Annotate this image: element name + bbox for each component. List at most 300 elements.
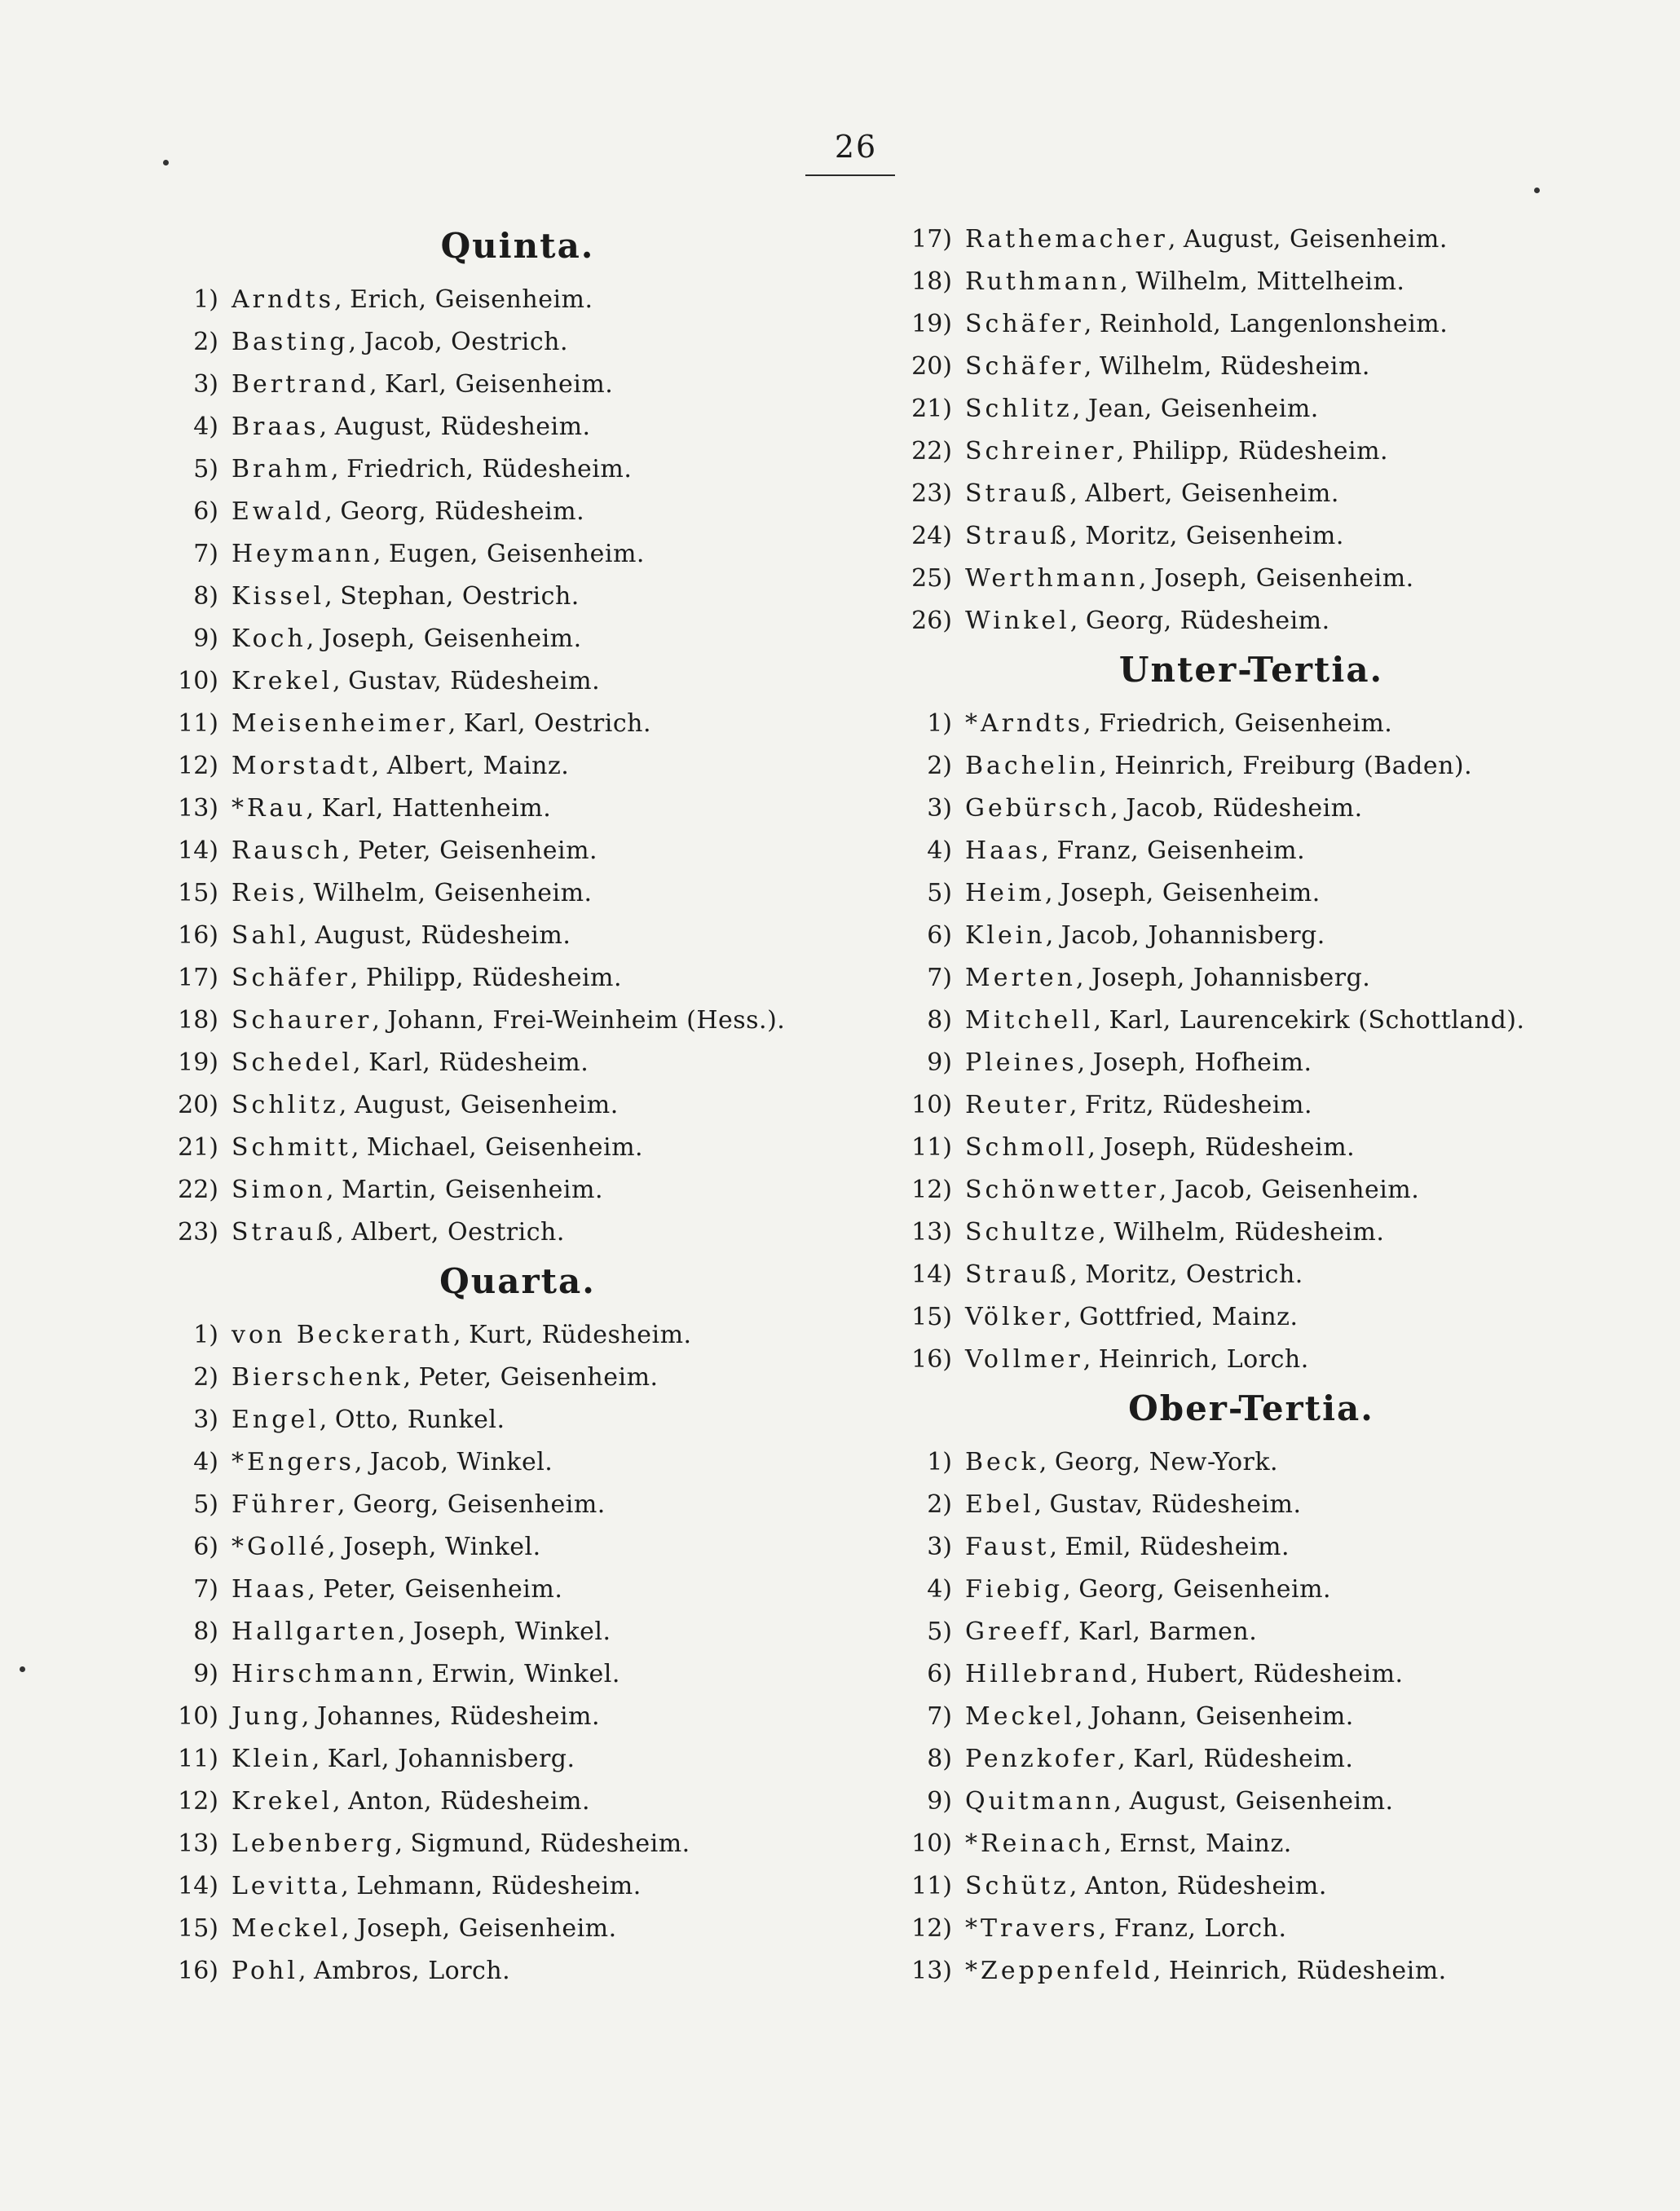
student-details: Joseph, Geisenheim. xyxy=(321,624,582,653)
student-details: Anton, Rüdesheim. xyxy=(348,1787,591,1816)
student-details: Wilhelm, Geisenheim. xyxy=(313,879,593,907)
student-surname: Führer xyxy=(231,1490,337,1519)
class-section xyxy=(147,1257,889,1993)
student-entry xyxy=(880,346,1622,388)
student-entry xyxy=(147,1399,889,1441)
student-entry xyxy=(147,1950,889,1993)
entry-number: 11) xyxy=(178,1745,218,1773)
separator: , xyxy=(348,328,364,356)
student-details: Georg, Geisenheim. xyxy=(352,1490,606,1519)
class-section xyxy=(880,1384,1622,1993)
student-details: Wilhelm, Mittelheim. xyxy=(1135,267,1405,296)
student-details: Peter, Geisenheim. xyxy=(418,1363,659,1392)
student-entry xyxy=(147,1127,889,1169)
student-details: Sigmund, Rüdesheim. xyxy=(410,1829,690,1858)
student-entry xyxy=(147,872,889,915)
separator: , xyxy=(337,1490,353,1519)
student-details: Emil, Rüdesheim. xyxy=(1065,1533,1290,1561)
entry-number: 9) xyxy=(927,1048,952,1077)
student-details: Joseph, Rüdesheim. xyxy=(1103,1133,1356,1162)
entry-number: 2) xyxy=(927,1490,952,1519)
student-surname: Haas xyxy=(965,836,1042,865)
student-details: Joseph, Geisenheim. xyxy=(1153,564,1414,593)
student-entry xyxy=(880,1738,1622,1781)
entry-number: 10) xyxy=(911,1091,952,1119)
entry-number: 8) xyxy=(193,582,218,611)
student-details: Lehmann, Rüdesheim. xyxy=(356,1872,642,1900)
student-entry xyxy=(880,703,1622,745)
separator: , xyxy=(301,1702,317,1731)
student-entry xyxy=(147,788,889,830)
entry-number: 7) xyxy=(193,1575,218,1604)
student-details: Ernst, Mainz. xyxy=(1119,1829,1292,1858)
student-entry xyxy=(880,1000,1622,1042)
student-entry xyxy=(880,388,1622,430)
student-details: Karl, Barmen. xyxy=(1078,1617,1258,1646)
student-entry xyxy=(880,745,1622,788)
student-surname: *Zeppenfeld xyxy=(965,1957,1153,1985)
student-entry xyxy=(147,1484,889,1526)
entry-number: 1) xyxy=(927,709,952,738)
student-entry xyxy=(880,430,1622,473)
separator: , xyxy=(373,540,389,568)
student-surname: Strauß xyxy=(965,479,1070,508)
student-surname: Hallgarten xyxy=(231,1617,398,1646)
student-surname: Klein xyxy=(965,921,1046,950)
student-surname: Strauß xyxy=(231,1218,337,1247)
student-details: Karl, Rüdesheim. xyxy=(368,1048,589,1077)
entry-number: 8) xyxy=(927,1745,952,1773)
entry-number: 5) xyxy=(193,1490,218,1519)
student-surname: Brahm xyxy=(231,455,332,483)
student-entry xyxy=(880,957,1622,1000)
student-details: Jacob, Rüdesheim. xyxy=(1126,794,1363,823)
student-details: Moritz, Oestrich. xyxy=(1085,1260,1303,1289)
student-details: Jacob, Johannisberg. xyxy=(1060,921,1325,950)
student-entry xyxy=(880,218,1622,261)
entry-number: 18) xyxy=(178,1006,218,1035)
page-number: 26 xyxy=(834,129,878,165)
separator: , xyxy=(1069,522,1086,550)
student-surname: Lebenberg xyxy=(231,1829,395,1858)
student-surname: Penzkofer xyxy=(965,1745,1118,1773)
entry-number: 7) xyxy=(927,964,952,992)
student-entry xyxy=(880,1441,1622,1484)
entry-number: 13) xyxy=(911,1218,952,1247)
student-details: Karl, Oestrich. xyxy=(463,709,652,738)
student-surname: Greeff xyxy=(965,1617,1064,1646)
separator: , xyxy=(1072,395,1088,423)
entry-number: 20) xyxy=(911,352,952,381)
entry-number: 1) xyxy=(193,285,218,314)
student-details: Karl, Rüdesheim. xyxy=(1133,1745,1354,1773)
student-entry xyxy=(147,1526,889,1569)
student-surname: Kissel xyxy=(231,582,325,611)
student-details: August, Rüdesheim. xyxy=(315,921,571,950)
section-heading: Ober-Tertia. xyxy=(1128,1388,1374,1428)
student-surname: Schlitz xyxy=(965,395,1073,423)
student-surname: Schaurer xyxy=(231,1006,373,1035)
entry-number: 16) xyxy=(178,1957,218,1985)
student-entry xyxy=(147,1781,889,1823)
student-entry xyxy=(880,558,1622,600)
separator: , xyxy=(307,1575,324,1604)
student-surname: Simon xyxy=(231,1176,326,1204)
separator: , xyxy=(1083,709,1100,738)
student-surname: Mitchell xyxy=(965,1006,1094,1035)
entry-number: 10) xyxy=(178,1702,218,1731)
entry-number: 6) xyxy=(193,497,218,526)
student-entry xyxy=(880,1127,1622,1169)
entry-number: 11) xyxy=(911,1872,952,1900)
separator: , xyxy=(1069,1091,1085,1119)
separator: , xyxy=(1083,1345,1099,1374)
student-surname: Schedel xyxy=(231,1048,353,1077)
student-surname: Rausch xyxy=(231,836,343,865)
student-details: Martin, Geisenheim. xyxy=(342,1176,603,1204)
separator: , xyxy=(1069,1872,1085,1900)
entry-number: 12) xyxy=(911,1176,952,1204)
entry-number: 25) xyxy=(911,564,952,593)
student-entry xyxy=(880,261,1622,303)
entry-number: 17) xyxy=(178,964,218,992)
student-entry xyxy=(880,915,1622,957)
separator: , xyxy=(1120,267,1136,296)
separator: , xyxy=(319,413,335,441)
separator: , xyxy=(416,1660,432,1688)
entry-number: 2) xyxy=(193,1363,218,1392)
student-surname: Schönwetter xyxy=(965,1176,1159,1204)
student-entry xyxy=(880,1823,1622,1865)
student-surname: Vollmer xyxy=(965,1345,1083,1374)
column-right xyxy=(880,218,1622,1993)
separator: , xyxy=(354,1448,370,1476)
student-entry xyxy=(147,1569,889,1611)
separator: , xyxy=(1130,1660,1146,1688)
separator: , xyxy=(1069,1260,1086,1289)
separator: , xyxy=(1099,752,1115,780)
separator: , xyxy=(1138,564,1154,593)
entry-number: 14) xyxy=(178,1872,218,1900)
student-surname: Schreiner xyxy=(965,437,1117,466)
separator: , xyxy=(403,1363,419,1392)
student-entry xyxy=(880,830,1622,872)
entry-number: 5) xyxy=(193,455,218,483)
separator: , xyxy=(1118,1745,1134,1773)
entry-number: 15) xyxy=(178,879,218,907)
separator: , xyxy=(1038,1448,1055,1476)
separator: , xyxy=(333,667,349,695)
entry-number: 22) xyxy=(178,1176,218,1204)
student-surname: Bierschenk xyxy=(231,1363,403,1392)
student-entry xyxy=(147,1441,889,1484)
student-surname: Koch xyxy=(231,624,306,653)
student-details: August, Geisenheim. xyxy=(1183,225,1448,254)
student-surname: Schlitz xyxy=(231,1091,339,1119)
entry-number: 1) xyxy=(927,1448,952,1476)
student-entry xyxy=(147,1000,889,1042)
entry-number: 22) xyxy=(911,437,952,466)
student-details: Jacob, Winkel. xyxy=(370,1448,553,1476)
student-surname: *Travers xyxy=(965,1914,1099,1943)
student-entry xyxy=(880,1696,1622,1738)
separator: , xyxy=(352,1048,369,1077)
entry-number: 6) xyxy=(927,921,952,950)
student-surname: Winkel xyxy=(965,607,1070,635)
separator: , xyxy=(306,624,322,653)
separator: , xyxy=(1045,921,1061,950)
entry-number: 23) xyxy=(178,1218,218,1247)
student-details: Wilhelm, Rüdesheim. xyxy=(1099,352,1370,381)
student-details: August, Geisenheim. xyxy=(1129,1787,1394,1816)
student-entry xyxy=(147,406,889,448)
separator: , xyxy=(1075,964,1092,992)
student-surname: Engel xyxy=(231,1406,320,1434)
student-details: Friedrich, Geisenheim. xyxy=(1099,709,1393,738)
student-entry xyxy=(147,1211,889,1254)
separator: , xyxy=(324,497,341,526)
entry-number: 10) xyxy=(911,1829,952,1858)
student-details: Gustav, Rüdesheim. xyxy=(1049,1490,1302,1519)
entry-number: 21) xyxy=(911,395,952,423)
separator: , xyxy=(1167,225,1184,254)
separator: , xyxy=(1077,1048,1093,1077)
student-surname: Krekel xyxy=(231,1787,333,1816)
student-entry xyxy=(147,1357,889,1399)
entry-number: 12) xyxy=(178,752,218,780)
separator: , xyxy=(338,1091,355,1119)
student-surname: Heim xyxy=(965,879,1045,907)
student-details: Peter, Geisenheim. xyxy=(323,1575,563,1604)
separator: , xyxy=(1034,1490,1050,1519)
class-section xyxy=(880,218,1622,642)
student-entry xyxy=(147,618,889,660)
student-surname: Haas xyxy=(231,1575,308,1604)
student-surname: Faust xyxy=(965,1533,1050,1561)
separator: , xyxy=(1153,1957,1169,1985)
separator: , xyxy=(331,455,347,483)
student-surname: Quitmann xyxy=(965,1787,1114,1816)
student-details: Erich, Geisenheim. xyxy=(350,285,593,314)
student-surname: Hillebrand xyxy=(965,1660,1131,1688)
student-details: Joseph, Hofheim. xyxy=(1092,1048,1312,1077)
separator: , xyxy=(1083,310,1100,338)
student-details: Jacob, Oestrich. xyxy=(364,328,569,356)
student-surname: Reuter xyxy=(965,1091,1069,1119)
student-details: Anton, Rüdesheim. xyxy=(1084,1872,1327,1900)
entry-number: 19) xyxy=(911,310,952,338)
student-surname: Strauß xyxy=(965,522,1070,550)
student-surname: Gebürsch xyxy=(965,794,1111,823)
student-entry xyxy=(147,279,889,321)
separator: , xyxy=(1044,879,1061,907)
separator: , xyxy=(351,1133,367,1162)
student-surname: Schmoll xyxy=(965,1133,1088,1162)
separator: , xyxy=(327,1533,344,1561)
entry-number: 10) xyxy=(178,667,218,695)
student-surname: Braas xyxy=(231,413,320,441)
student-entry xyxy=(147,1084,889,1127)
separator: , xyxy=(1041,836,1057,865)
entry-number: 14) xyxy=(178,836,218,865)
separator: , xyxy=(1113,1787,1130,1816)
student-surname: Reis xyxy=(231,879,298,907)
student-details: Georg, New-York. xyxy=(1054,1448,1279,1476)
entry-number: 3) xyxy=(193,370,218,399)
student-surname: Pohl xyxy=(231,1957,298,1985)
separator: , xyxy=(397,1617,413,1646)
separator: , xyxy=(1049,1533,1065,1561)
entry-number: 4) xyxy=(193,413,218,441)
student-entry xyxy=(880,1781,1622,1823)
student-entry xyxy=(147,830,889,872)
student-surname: Bachelin xyxy=(965,752,1100,780)
student-details: Jacob, Geisenheim. xyxy=(1174,1176,1420,1204)
speck xyxy=(20,1666,25,1672)
separator: , xyxy=(1069,479,1086,508)
student-entry xyxy=(880,1484,1622,1526)
student-details: Karl, Johannisberg. xyxy=(327,1745,575,1773)
student-details: Gottfried, Mainz. xyxy=(1078,1303,1299,1331)
student-surname: Werthmann xyxy=(965,564,1139,593)
student-entry xyxy=(880,1908,1622,1950)
student-details: Erwin, Winkel. xyxy=(431,1660,620,1688)
student-entry xyxy=(147,533,889,576)
student-surname: Schäfer xyxy=(965,310,1084,338)
entry-number: 12) xyxy=(911,1914,952,1943)
separator: , xyxy=(336,1218,352,1247)
student-entry xyxy=(880,872,1622,915)
student-details: Kurt, Rüdesheim. xyxy=(469,1321,692,1349)
student-entry xyxy=(880,1950,1622,1993)
student-details: Franz, Geisenheim. xyxy=(1056,836,1306,865)
student-surname: *Rau xyxy=(231,794,306,823)
student-entry xyxy=(880,1339,1622,1381)
entry-number: 18) xyxy=(911,267,952,296)
student-surname: Schultze xyxy=(965,1218,1099,1247)
student-details: August, Rüdesheim. xyxy=(334,413,591,441)
entry-number: 12) xyxy=(178,1787,218,1816)
student-entry xyxy=(147,1738,889,1781)
student-entry xyxy=(147,1653,889,1696)
student-details: Jean, Geisenheim. xyxy=(1087,395,1319,423)
entry-number: 3) xyxy=(927,794,952,823)
section-heading: Quinta. xyxy=(440,226,595,266)
separator: , xyxy=(448,709,464,738)
entry-number: 17) xyxy=(911,225,952,254)
student-details: Hubert, Rüdesheim. xyxy=(1145,1660,1404,1688)
student-surname: Sahl xyxy=(231,921,300,950)
student-surname: Heymann xyxy=(231,540,373,568)
separator: , xyxy=(333,1787,349,1816)
separator: , xyxy=(1110,794,1127,823)
separator: , xyxy=(1083,352,1100,381)
class-section xyxy=(880,646,1622,1381)
student-details: Albert, Oestrich. xyxy=(351,1218,565,1247)
separator: , xyxy=(342,836,359,865)
separator: , xyxy=(395,1829,411,1858)
entry-number: 7) xyxy=(927,1702,952,1731)
entry-number: 2) xyxy=(193,328,218,356)
student-details: Eugen, Geisenheim. xyxy=(388,540,645,568)
entry-number: 11) xyxy=(911,1133,952,1162)
student-details: Johann, Geisenheim. xyxy=(1090,1702,1354,1731)
separator: , xyxy=(371,752,387,780)
student-entry xyxy=(147,1611,889,1653)
separator: , xyxy=(1087,1133,1104,1162)
student-details: Michael, Geisenheim. xyxy=(366,1133,644,1162)
student-surname: von Beckerath xyxy=(231,1321,454,1349)
separator: , xyxy=(325,1176,342,1204)
entry-number: 15) xyxy=(911,1303,952,1331)
student-surname: *Gollé xyxy=(231,1533,328,1561)
student-surname: *Reinach xyxy=(965,1829,1105,1858)
student-details: Karl, Laurencekirk (Schottland). xyxy=(1109,1006,1525,1035)
student-details: Moritz, Geisenheim. xyxy=(1085,522,1344,550)
student-entry xyxy=(147,491,889,533)
section-heading: Quarta. xyxy=(439,1261,596,1301)
student-surname: *Arndts xyxy=(965,709,1083,738)
separator: , xyxy=(311,1745,328,1773)
entry-number: 6) xyxy=(193,1533,218,1561)
entry-number: 5) xyxy=(927,1617,952,1646)
student-surname: Arndts xyxy=(231,285,334,314)
entry-number: 26) xyxy=(911,607,952,635)
student-entry xyxy=(880,600,1622,642)
student-surname: Krekel xyxy=(231,667,333,695)
student-entry xyxy=(147,957,889,1000)
student-details: Franz, Lorch. xyxy=(1113,1914,1287,1943)
student-entry xyxy=(880,1865,1622,1908)
student-details: Philipp, Rüdesheim. xyxy=(365,964,623,992)
entry-number: 3) xyxy=(927,1533,952,1561)
page-number-rule xyxy=(805,174,895,176)
student-surname: Schäfer xyxy=(231,964,351,992)
separator: , xyxy=(298,1957,315,1985)
student-details: Fritz, Rüdesheim. xyxy=(1084,1091,1313,1119)
separator: , xyxy=(1074,1702,1091,1731)
student-entry xyxy=(880,1042,1622,1084)
entry-number: 8) xyxy=(193,1617,218,1646)
student-entry xyxy=(147,1908,889,1950)
student-surname: Meckel xyxy=(965,1702,1075,1731)
student-details: Georg, Rüdesheim. xyxy=(1085,607,1330,635)
separator: , xyxy=(306,794,322,823)
student-surname: Ewald xyxy=(231,497,325,526)
class-section xyxy=(147,222,889,1254)
student-entry xyxy=(880,1526,1622,1569)
student-surname: Schütz xyxy=(965,1872,1069,1900)
separator: , xyxy=(1098,1914,1114,1943)
student-details: Reinhold, Langenlonsheim. xyxy=(1099,310,1449,338)
separator: , xyxy=(1098,1218,1114,1247)
separator: , xyxy=(372,1006,388,1035)
separator: , xyxy=(299,921,315,950)
student-entry xyxy=(880,1211,1622,1254)
column-left xyxy=(147,218,889,1993)
entry-number: 23) xyxy=(911,479,952,508)
student-entry xyxy=(147,1169,889,1211)
student-surname: Ruthmann xyxy=(965,267,1121,296)
entry-number: 19) xyxy=(178,1048,218,1077)
student-details: Heinrich, Lorch. xyxy=(1098,1345,1309,1374)
entry-number: 16) xyxy=(911,1345,952,1374)
student-surname: Morstadt xyxy=(231,752,372,780)
entry-number: 4) xyxy=(927,836,952,865)
student-surname: Rathemacher xyxy=(965,225,1168,254)
student-entry xyxy=(147,364,889,406)
separator: , xyxy=(333,285,351,314)
